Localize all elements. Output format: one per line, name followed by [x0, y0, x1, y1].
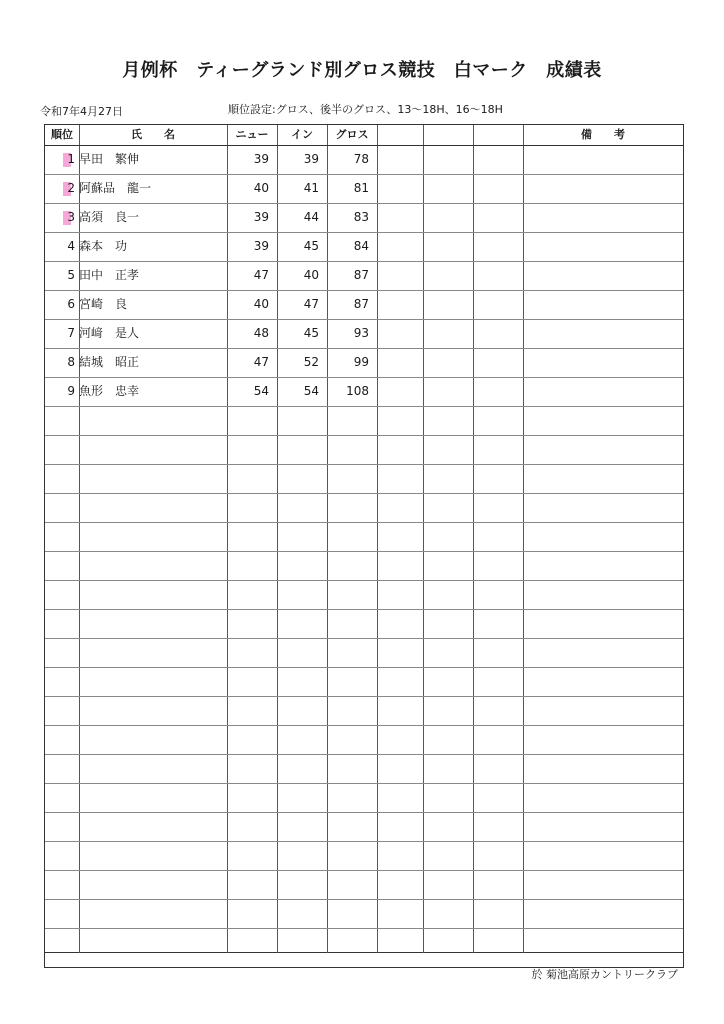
in-score-cell: 41: [303, 181, 319, 195]
out-score-cell: 40: [253, 181, 269, 195]
row-divider: [45, 696, 683, 697]
in-score-cell: 45: [303, 239, 319, 253]
header-in: イン: [291, 128, 313, 141]
player-name-cell: 田中 正孝: [79, 268, 140, 282]
gross-score-cell: 84: [353, 239, 369, 253]
rank-cell: 7: [67, 326, 75, 340]
player-name-cell: 魚形 忠幸: [79, 384, 140, 398]
table-row: [45, 377, 683, 406]
gross-score-cell: 78: [353, 152, 369, 166]
in-score-cell: 47: [303, 297, 319, 311]
player-name-cell: 河﨑 是人: [79, 326, 140, 340]
out-score-cell: 39: [253, 239, 269, 253]
rank-cell: 1: [45, 145, 75, 174]
row-divider: [45, 783, 683, 784]
out-score-cell: 48: [253, 326, 269, 340]
out-score-cell: 40: [253, 297, 269, 311]
player-name-cell: 高須 良一: [79, 210, 140, 224]
out-score-cell: 54: [253, 384, 269, 398]
event-date: 令和7年4月27日: [40, 105, 123, 118]
row-divider: [45, 435, 683, 436]
in-score-cell: 52: [303, 355, 319, 369]
row-divider: [45, 580, 683, 581]
document-title: 月例杯 ティーグランド別グロス競技 白マーク 成績表: [122, 60, 602, 81]
row-divider: [45, 493, 683, 494]
in-score-cell: 40: [303, 268, 319, 282]
gross-score-cell: 87: [353, 297, 369, 311]
club-name: 於 菊池高原カントリークラブ: [531, 968, 678, 981]
table-row: [45, 290, 683, 319]
row-divider: [45, 725, 683, 726]
gross-score-cell: 99: [353, 355, 369, 369]
player-name-cell: 早田 繁伸: [79, 152, 140, 166]
rank-cell: 4: [67, 239, 75, 253]
player-name-cell: 結城 昭正: [79, 355, 140, 369]
in-score-cell: 45: [303, 326, 319, 340]
rank-cell: 8: [67, 355, 75, 369]
row-divider: [45, 870, 683, 871]
row-divider: [45, 464, 683, 465]
table-row: [45, 261, 683, 290]
player-name-cell: 阿蘇品 龍一: [79, 181, 152, 195]
row-divider: [45, 667, 683, 668]
out-score-cell: 47: [253, 355, 269, 369]
table-row: [45, 232, 683, 261]
ranking-rule: 順位設定:グロス、後半のグロス、13～18H、16～18H: [228, 103, 503, 116]
row-divider: [45, 899, 683, 900]
row-divider: [45, 522, 683, 523]
player-name-cell: 宮崎 良: [79, 297, 128, 311]
table-row: [45, 174, 683, 203]
in-score-cell: 44: [303, 210, 319, 224]
gross-score-cell: 108: [346, 384, 369, 398]
header-gross: グロス: [335, 128, 369, 141]
row-divider: [45, 638, 683, 639]
row-divider: [45, 609, 683, 610]
out-score-cell: 39: [253, 210, 269, 224]
gross-score-cell: 93: [353, 326, 369, 340]
row-divider: [45, 406, 683, 407]
gross-score-cell: 87: [353, 268, 369, 282]
header-remarks: 備 考: [581, 128, 625, 141]
header-rank: 順位: [51, 128, 73, 141]
rank-cell: 3: [45, 203, 75, 232]
table-row: [45, 319, 683, 348]
player-name-cell: 森本 功: [79, 239, 128, 253]
results-table: [44, 124, 684, 968]
row-divider: [45, 551, 683, 552]
table-row: [45, 348, 683, 377]
row-divider: [45, 754, 683, 755]
gross-score-cell: 81: [353, 181, 369, 195]
rank-cell: 9: [67, 384, 75, 398]
out-score-cell: 47: [253, 268, 269, 282]
header-out: ニュー: [235, 128, 269, 141]
table-footer-line: [45, 952, 683, 953]
rank-cell: 6: [67, 297, 75, 311]
row-divider: [45, 812, 683, 813]
header-name: 氏 名: [131, 128, 175, 141]
in-score-cell: 39: [303, 152, 319, 166]
out-score-cell: 39: [253, 152, 269, 166]
rank-cell: 2: [45, 174, 75, 203]
table-row: [45, 203, 683, 232]
row-divider: [45, 928, 683, 929]
table-row: [45, 145, 683, 174]
in-score-cell: 54: [303, 384, 319, 398]
rank-cell: 5: [67, 268, 75, 282]
row-divider: [45, 841, 683, 842]
gross-score-cell: 83: [353, 210, 369, 224]
